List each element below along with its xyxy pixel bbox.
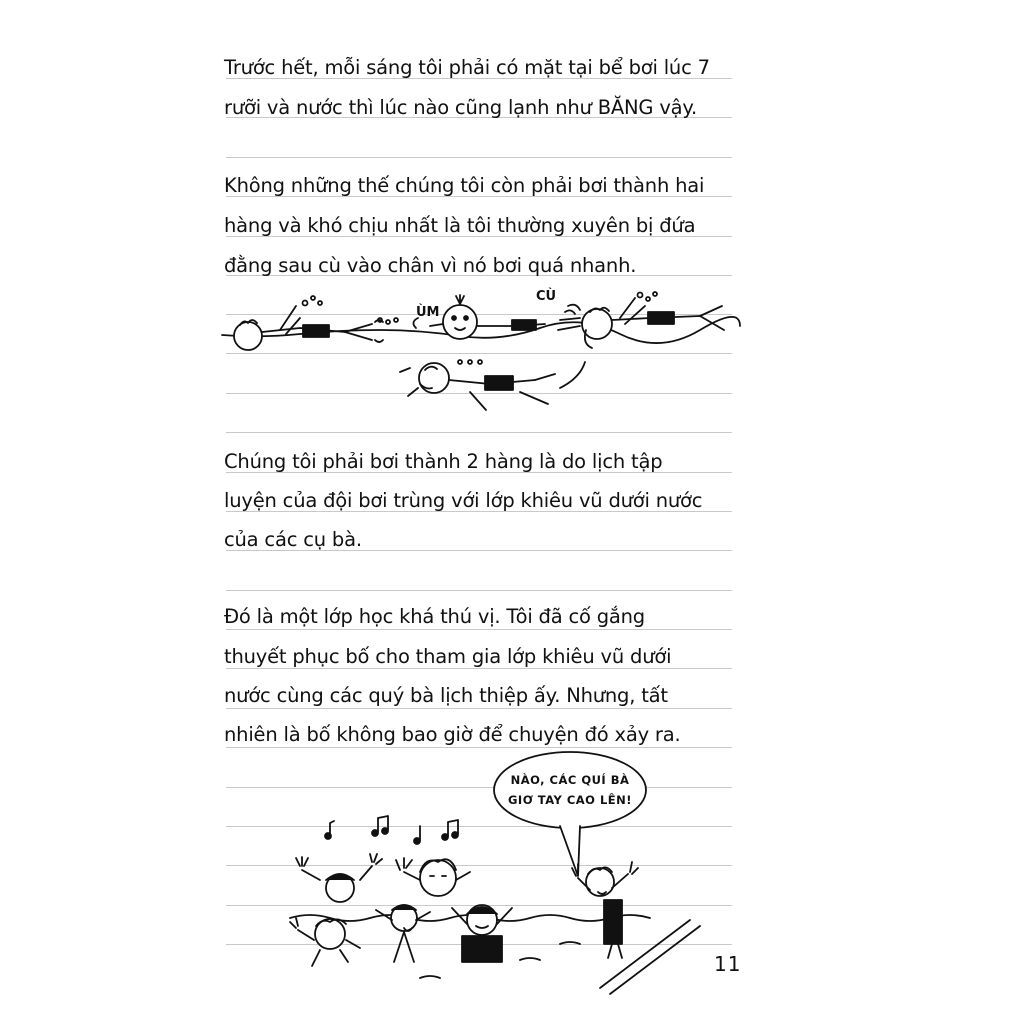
paragraph-4-line-4: nhiên là bố không bao giờ để chuyện đó xảy ra. xyxy=(224,723,681,746)
page-number: 11 xyxy=(714,952,742,976)
paragraph-3-line-1: Chúng tôi phải bơi thành 2 hàng là do lịch tập xyxy=(224,450,663,473)
paragraph-2-line-2: hàng và khó chịu nhất là tôi thường xuyên bị đứa xyxy=(224,214,696,237)
paragraph-1-line-1: Trước hết, mỗi sáng tôi phải có mặt tại bể bơi lúc 7 xyxy=(224,56,710,79)
paragraph-4-line-2: thuyết phục bố cho tham gia lớp khiêu vũ dưới xyxy=(224,645,672,668)
paragraph-2-line-1: Không những thế chúng tôi còn phải bơi thành hai xyxy=(224,174,705,197)
paragraph-3-line-3: của các cụ bà. xyxy=(224,528,362,551)
sfx-um: ÙM xyxy=(416,305,440,320)
speech-bubble xyxy=(500,770,640,810)
paragraph-1-line-2: rưỡi và nước thì lúc nào cũng lạnh như BĂNG vậy. xyxy=(224,96,697,119)
paragraph-2-line-3: đằng sau cù vào chân vì nó bơi quá nhanh. xyxy=(224,254,637,277)
paragraph-3-line-2: luyện của đội bơi trùng với lớp khiêu vũ dưới nước xyxy=(224,489,703,512)
sfx-cu: CÙ xyxy=(536,289,557,304)
paragraph-4-line-3: nước cùng các quý bà lịch thiệp ấy. Nhưng, tất xyxy=(224,684,668,707)
speech-bubble-line-1: NÀO, CÁC QUÍ BÀ xyxy=(510,773,630,787)
paragraph-4-line-1: Đó là một lớp học khá thú vị. Tôi đã cố gắng xyxy=(224,605,645,628)
speech-bubble-line-2: GIƠ TAY CAO LÊN! xyxy=(507,793,633,807)
